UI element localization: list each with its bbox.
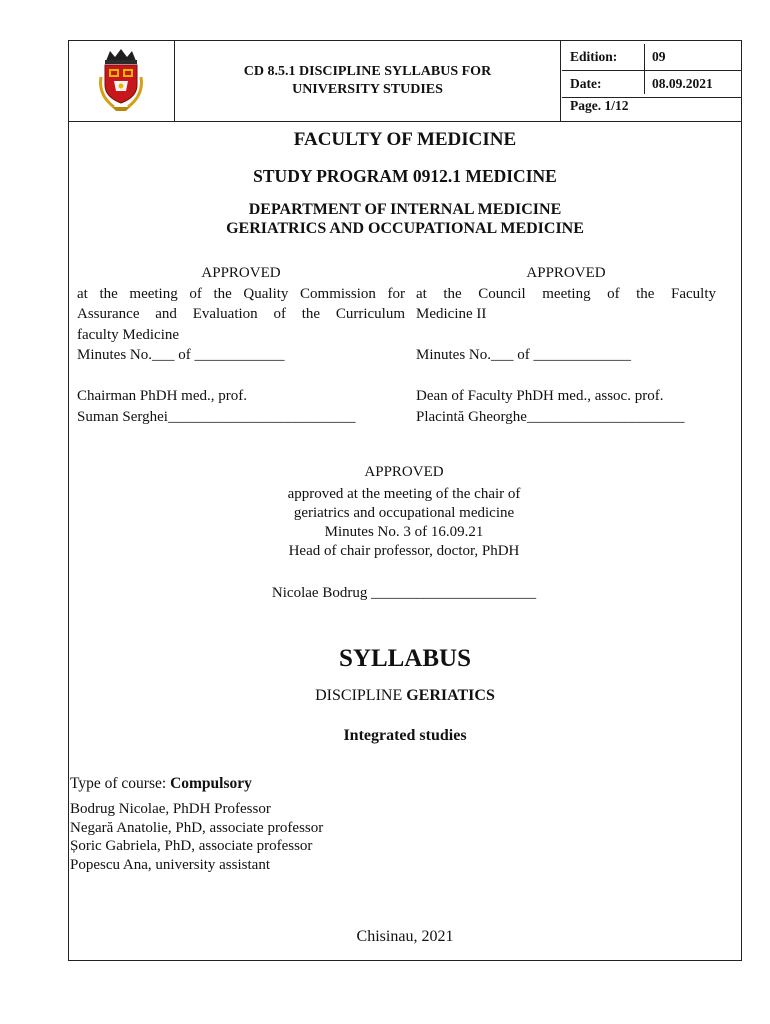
approval-text-line: faculty Medicine	[77, 326, 180, 343]
edition-row	[562, 44, 741, 71]
faculty-title: FACULTY OF MEDICINE	[293, 129, 517, 150]
date-label: Date:	[570, 76, 602, 91]
document-code-title	[175, 41, 561, 121]
approved-heading: APPROVED	[201, 265, 281, 281]
title-line-2: UNIVERSITY STUDIES	[292, 82, 443, 97]
edition-value: 09	[652, 49, 666, 64]
author-item: Șoric Gabriela, PhD, associate professor	[70, 838, 313, 854]
course-type-label: Type of course:	[70, 775, 171, 792]
date-value: 08.09.2021	[652, 76, 713, 91]
title-line-1: CD 8.5.1 DISCIPLINE SYLLABUS FOR	[243, 64, 492, 79]
university-crest-icon	[96, 47, 146, 113]
author-item: Popescu Ana, university assistant	[70, 856, 270, 873]
document-meta	[562, 41, 741, 121]
approved-heading: APPROVED	[364, 464, 444, 480]
approval-text-line: Assurance and Evaluation of the Curriculum	[77, 306, 405, 322]
approval-text-line: geriatrics and occupational medicine	[293, 505, 515, 521]
city-year: Chisinau, 2021	[356, 928, 454, 945]
page-number: Page. 1/12	[570, 98, 629, 113]
discipline-label: DISCIPLINE	[315, 687, 407, 704]
minutes-line: Minutes No.___ of _____________	[416, 347, 631, 363]
department-line-1: DEPARTMENT OF INTERNAL MEDICINE	[248, 201, 562, 218]
head-of-chair: Head of chair professor, doctor, PhDH	[288, 543, 520, 559]
edition-label: Edition:	[570, 49, 618, 64]
dean-signature: Placintă Gheorghe_____________________	[416, 408, 685, 425]
document-frame	[68, 40, 742, 961]
approval-quality-commission	[77, 263, 405, 427]
author-item: Bodrug Nicolae, PhDH Professor	[70, 801, 271, 817]
logo-cell	[69, 41, 175, 121]
authors-list	[70, 800, 323, 874]
meta-divider	[644, 44, 645, 94]
discipline-line	[69, 687, 741, 705]
author-item: Negară Anatolie, PhD, associate professor	[70, 819, 324, 836]
syllabus-title: SYLLABUS	[339, 645, 471, 672]
document-header	[69, 41, 741, 122]
course-type-value: Compulsory	[170, 775, 252, 792]
approval-text-line: at the Council meeting of the Faculty	[416, 285, 716, 302]
approval-text-line: Medicine II	[416, 306, 487, 322]
page-row	[562, 93, 741, 119]
chairman-title: Chairman PhDH med., prof.	[77, 388, 247, 404]
minutes-line: Minutes No.___ of ____________	[77, 347, 285, 363]
dean-title: Dean of Faculty PhDH med., assoc. prof.	[416, 388, 664, 404]
course-type	[70, 775, 252, 793]
approval-faculty-council	[416, 263, 716, 427]
approval-chair	[249, 463, 559, 561]
approval-text-line: approved at the meeting of the chair of	[287, 486, 521, 502]
study-program: STUDY PROGRAM 0912.1 MEDICINE	[253, 166, 557, 186]
approved-heading: APPROVED	[526, 265, 606, 281]
discipline-name: GERIATICS	[406, 687, 495, 704]
department-line-2: GERIATRICS AND OCCUPATIONAL MEDICINE	[226, 220, 584, 237]
approval-text-line: at the meeting of the Quality Commission for	[77, 285, 405, 302]
chairman-signature: Suman Serghei_________________________	[77, 408, 356, 425]
head-signature: Nicolae Bodrug ______________________	[271, 585, 537, 601]
minutes-line: Minutes No. 3 of 16.09.21	[324, 524, 484, 540]
studies-type: Integrated studies	[343, 727, 467, 744]
